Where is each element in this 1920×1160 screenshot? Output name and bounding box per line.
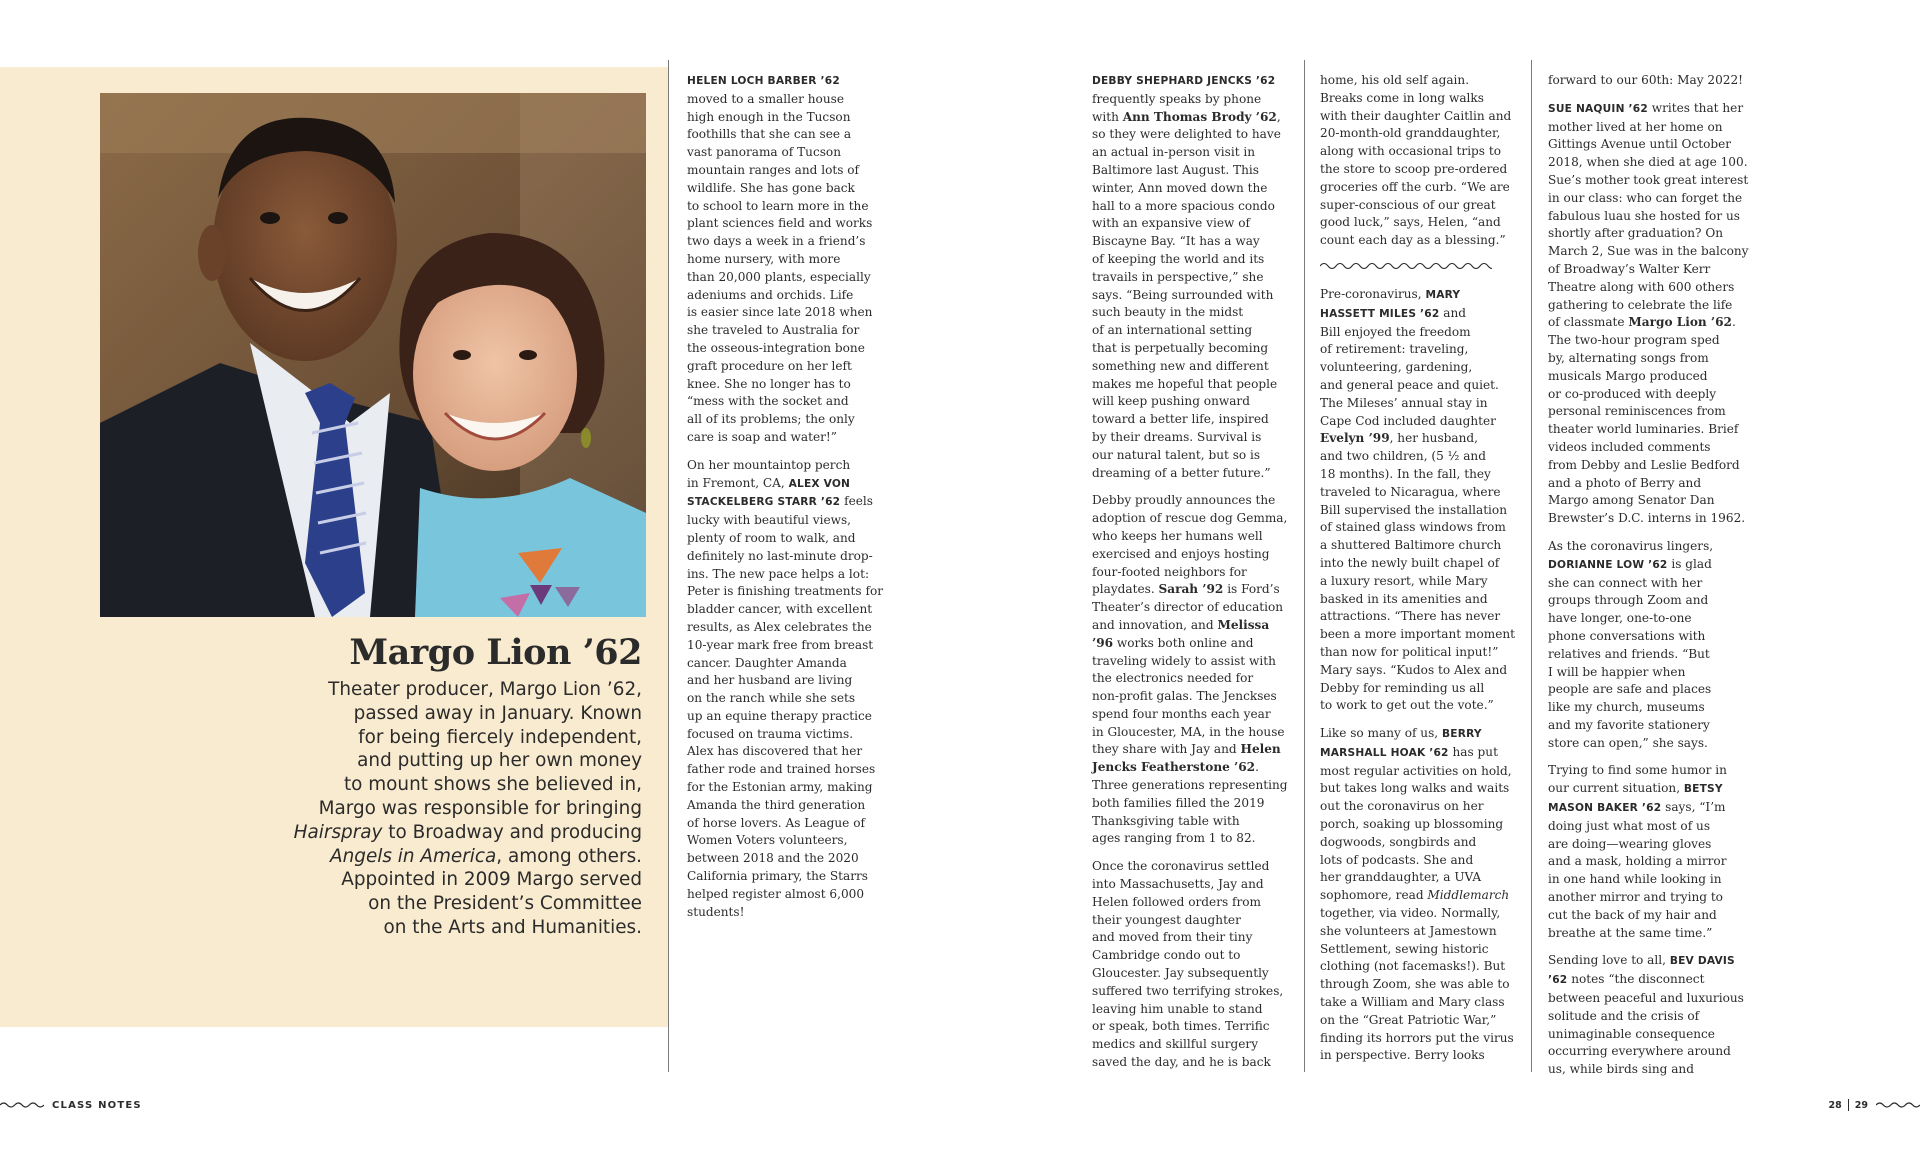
note-line: dreaming of a better future.”: [1092, 465, 1271, 480]
classmate-name: SUE NAQUIN ’62: [1548, 102, 1648, 115]
note-line: with Ann Thomas Brody ’62,: [1092, 109, 1281, 124]
note-line: super-conscious of our great: [1320, 197, 1496, 212]
footer-right: [1829, 1098, 1920, 1112]
note-line: basked in its amenities and: [1320, 591, 1488, 606]
note-line: plenty of room to walk, and: [687, 530, 856, 545]
caption-line: Margo was responsible for bringing: [318, 797, 642, 819]
note-line: with an expansive view of: [1092, 216, 1250, 231]
classmate-name: MARSHALL HOAK ’62: [1320, 746, 1449, 759]
note-line: dogwoods, songbirds and: [1320, 834, 1477, 849]
note-paragraph: [1092, 492, 1297, 848]
note-line: she volunteers at Jamestown: [1320, 923, 1497, 938]
notes-column-3: [1320, 72, 1525, 1075]
caption-line: to mount shows she believed in,: [343, 774, 642, 796]
note-line: she can connect with her: [1548, 575, 1703, 590]
note-line: Trying to find some humor in: [1548, 763, 1727, 778]
note-line: March 2, Sue was in the balcony: [1548, 244, 1749, 259]
note-line: DORIANNE LOW ’62 is glad: [1548, 556, 1712, 571]
note-line: of stained glass windows from: [1320, 520, 1506, 535]
note-line: through Zoom, she was able to: [1320, 977, 1510, 992]
note-line: 2018, when she died at age 100.: [1548, 155, 1748, 170]
note-line: Once the coronavirus settled: [1092, 859, 1270, 874]
note-line: gathering to celebrate the life: [1548, 297, 1733, 312]
note-line: along with occasional trips to: [1320, 144, 1501, 159]
note-line: count each day as a blessing.”: [1320, 233, 1506, 248]
note-line: who keeps her humans well: [1092, 528, 1263, 543]
note-paragraph: [1548, 72, 1753, 90]
classmate-name: MARY: [1425, 288, 1461, 301]
caption-line: Appointed in 2009 Margo served: [341, 869, 642, 891]
note-line: Gloucester. Jay subsequently: [1092, 966, 1269, 981]
note-line: volunteering, gardening,: [1320, 360, 1473, 375]
note-line: Bill enjoyed the freedom: [1320, 324, 1471, 339]
note-line: breathe at the same time.”: [1548, 925, 1713, 940]
notes-column-1: [687, 72, 887, 931]
note-line: leaving him unable to stand: [1092, 1001, 1263, 1016]
note-line: ’96 works both online and: [1092, 635, 1254, 650]
note-line: so they were delighted to have: [1092, 127, 1281, 142]
alum-name: Jencks Featherstone ’62: [1092, 760, 1256, 775]
note-line: in Fremont, CA, ALEX VON: [687, 475, 851, 490]
note-line: travails in perspective,” she: [1092, 269, 1264, 284]
note-line: theater world luminaries. Brief: [1548, 422, 1739, 437]
note-line: students!: [687, 904, 745, 919]
note-line: and a photo of Berry and: [1548, 475, 1702, 490]
note-line: graft procedure on her left: [687, 358, 852, 373]
note-line: in perspective. Berry looks: [1320, 1048, 1485, 1063]
note-line: toward a better life, inspired: [1092, 412, 1269, 427]
note-line: and two children, (5 ½ and: [1320, 449, 1486, 464]
note-paragraph: [1320, 72, 1525, 250]
note-line: for the Estonian army, making: [687, 780, 873, 795]
note-line: 18 months). In the fall, they: [1320, 466, 1491, 481]
note-line: Alex has discovered that her: [687, 744, 863, 759]
note-paragraph: [1548, 762, 1753, 942]
note-line: As the coronavirus lingers,: [1548, 538, 1714, 553]
note-line: says. “Being surrounded with: [1092, 287, 1274, 302]
note-line: they share with Jay and Helen: [1092, 742, 1281, 757]
note-line: Biscayne Bay. “It has a way: [1092, 234, 1260, 249]
note-line: vast panorama of Tucson: [687, 145, 841, 160]
note-line: have longer, one-to-one: [1548, 611, 1692, 626]
note-line: occurring everywhere around: [1548, 1044, 1731, 1059]
note-line: traveled to Nicaragua, where: [1320, 484, 1501, 499]
classmate-name: BEV DAVIS: [1669, 955, 1735, 968]
note-line: Cape Cod included daughter: [1320, 413, 1496, 428]
note-line: Like so many of us, BERRY: [1320, 726, 1482, 741]
note-line: [687, 72, 887, 91]
note-line: lucky with beautiful views,: [687, 513, 852, 528]
alum-name: Sarah ’92: [1158, 582, 1224, 597]
caption-line: Theater producer, Margo Lion ’62,: [328, 679, 642, 700]
note-line: and general peace and quiet.: [1320, 377, 1499, 392]
note-line: Thanksgiving table with: [1092, 813, 1240, 828]
note-line: home, his old self again.: [1320, 73, 1470, 87]
note-line: Mary says. “Kudos to Alex and: [1320, 662, 1508, 677]
note-line: results, as Alex celebrates the: [687, 619, 872, 634]
caption-line: on the Arts and Humanities.: [383, 916, 642, 938]
note-line: Debby for reminding us all: [1320, 680, 1485, 695]
note-line: lots of podcasts. She and: [1320, 852, 1474, 867]
note-line: [1092, 72, 1297, 91]
note-line: and her husband are living: [687, 673, 853, 688]
note-line: traveling widely to assist with: [1092, 653, 1276, 668]
note-line: exercised and enjoys hosting: [1092, 546, 1270, 561]
note-line: with their daughter Caitlin and: [1320, 108, 1512, 123]
note-line: medics and skillful surgery: [1092, 1037, 1259, 1052]
note-line: fabulous luau she hosted for us: [1548, 208, 1740, 223]
note-line: on the “Great Patriotic War,”: [1320, 1012, 1497, 1027]
note-line: on the ranch while she sets: [687, 691, 856, 706]
note-line: relatives and friends. “But: [1548, 646, 1710, 661]
feature-caption: [270, 678, 642, 940]
note-line: California primary, the Starrs: [687, 869, 868, 884]
caption-line: and putting up her own money: [357, 750, 642, 772]
note-line: high enough in the Tucson: [687, 109, 851, 124]
note-line: Pre-coronavirus, MARY: [1320, 286, 1461, 301]
note-line: MARSHALL HOAK ’62 has put: [1320, 744, 1498, 759]
note-line: together, via video. Normally,: [1320, 906, 1501, 921]
note-line: another mirror and trying to: [1548, 890, 1723, 905]
note-line: clothing (not facemasks!). But: [1320, 959, 1506, 974]
note-line: The two-hour program sped: [1548, 333, 1720, 348]
note-line: the electronics needed for: [1092, 671, 1254, 686]
note-line: Three generations representing: [1092, 778, 1288, 793]
note-line: Brewster’s D.C. interns in 1962.: [1548, 511, 1746, 526]
note-line: saved the day, and he is back: [1092, 1055, 1271, 1070]
note-line: by, alternating songs from: [1548, 350, 1709, 365]
note-line: porch, soaking up blossoming: [1320, 817, 1504, 832]
note-line: most regular activities on hold,: [1320, 763, 1512, 778]
page-number-right: 29: [1854, 1099, 1868, 1111]
wave-ornament-icon: [1876, 1101, 1920, 1109]
note-line: care is soap and water!”: [687, 429, 837, 444]
note-line: home nursery, with more: [687, 251, 841, 266]
note-line: of classmate Margo Lion ’62.: [1548, 315, 1736, 330]
note-line: Peter is finishing treatments for: [687, 584, 884, 599]
note-line: Jencks Featherstone ’62.: [1092, 760, 1259, 775]
alum-name: Ann Thomas Brody ’62: [1122, 109, 1277, 124]
note-line: or co-produced with deeply: [1548, 386, 1717, 401]
note-line: The Mileses’ annual stay in: [1320, 395, 1488, 410]
note-line: non-profit galas. The Jenckses: [1092, 689, 1277, 704]
caption-line: passed away in January. Known: [353, 702, 642, 724]
note-line: phone conversations with: [1548, 628, 1706, 643]
note-line: Evelyn ’99, her husband,: [1320, 431, 1478, 446]
note-line: both families filled the 2019: [1092, 795, 1265, 810]
note-line: Bill supervised the installation: [1320, 502, 1507, 517]
note-line: groceries off the curb. “We are: [1320, 179, 1510, 194]
note-line: are doing—wearing gloves: [1548, 836, 1712, 851]
note-line: store can open,” she says.: [1548, 735, 1708, 750]
note-line: an actual in-person visit in: [1092, 145, 1256, 160]
note-line: mother lived at her home on: [1548, 119, 1723, 134]
note-line: between 2018 and the 2020: [687, 851, 859, 866]
note-paragraph: [1320, 286, 1525, 715]
note-line: ’62 notes “the disconnect: [1548, 972, 1705, 987]
note-line: the osseous-integration bone: [687, 340, 865, 355]
classmate-name: MASON BAKER ’62: [1548, 802, 1662, 815]
classmate-name: BERRY: [1442, 728, 1482, 741]
note-line: two days a week in a friend’s: [687, 234, 866, 249]
note-paragraph: [1320, 725, 1525, 1065]
column-rule: [1531, 60, 1532, 1072]
note-line: she traveled to Australia for: [687, 323, 860, 338]
note-line: Theater’s director of education: [1092, 600, 1284, 615]
note-line: unimaginable consequence: [1548, 1026, 1715, 1041]
note-line: Baltimore last August. This: [1092, 162, 1259, 177]
section-label: CLASS NOTES: [52, 1099, 142, 1111]
note-line: Gittings Avenue until October: [1548, 137, 1732, 152]
note-line: Women Voters volunteers,: [687, 833, 848, 848]
note-line: adoption of rescue dog Gemma,: [1092, 511, 1288, 526]
note-line: mountain ranges and lots of: [687, 162, 860, 177]
note-line: hall to a more spacious condo: [1092, 198, 1275, 213]
note-line: of Broadway’s Walter Kerr: [1548, 261, 1711, 276]
note-line: Debby proudly announces the: [1092, 493, 1276, 508]
note-line: in Gloucester, MA, in the house: [1092, 724, 1285, 739]
note-paragraph: [687, 72, 887, 447]
note-line: and a mask, holding a mirror: [1548, 854, 1727, 869]
note-line: something new and different: [1092, 358, 1269, 373]
note-paragraph: [1548, 100, 1753, 528]
note-line: of retirement: traveling,: [1320, 342, 1469, 357]
alum-name: Melissa: [1217, 617, 1270, 632]
classmate-name: DORIANNE LOW ’62: [1548, 558, 1668, 571]
caption-line: Hairspray to Broadway and producing: [293, 821, 642, 843]
note-line: wildlife. She has gone back: [687, 180, 855, 195]
note-line: take a William and Mary class: [1320, 995, 1505, 1010]
classmate-name: STACKELBERG STARR ’62: [687, 496, 841, 509]
note-line: than now for political input!”: [1320, 644, 1499, 659]
note-line: personal reminiscences from: [1548, 404, 1726, 419]
note-line: in our class: who can forget the: [1548, 190, 1743, 205]
note-line: four-footed neighbors for: [1092, 564, 1247, 579]
note-line: but takes long walks and waits: [1320, 781, 1510, 796]
note-line: of keeping the world and its: [1092, 251, 1265, 266]
note-line: I will be happier when: [1548, 664, 1686, 679]
alum-name: ’96: [1092, 635, 1114, 650]
note-line: STACKELBERG STARR ’62 feels: [687, 494, 873, 509]
note-line: 20-month-old granddaughter,: [1320, 126, 1501, 141]
alum-name: Evelyn ’99: [1320, 431, 1390, 446]
note-line: doing just what most of us: [1548, 818, 1711, 833]
note-line: good luck,” says, Helen, “and: [1320, 215, 1501, 230]
note-line: Theatre along with 600 others: [1548, 279, 1735, 294]
note-line: frequently speaks by phone: [1092, 91, 1262, 106]
note-line: people are safe and places: [1548, 682, 1712, 697]
classmate-name: HASSETT MILES ’62: [1320, 307, 1440, 320]
note-line: helped register almost 6,000: [687, 886, 865, 901]
notes-column-2: [1092, 72, 1297, 1082]
note-line: foothills that she can see a: [687, 127, 852, 142]
note-line: ages ranging from 1 to 82.: [1092, 831, 1256, 846]
note-line: and my favorite stationery: [1548, 717, 1710, 732]
feature-photo: [100, 93, 646, 617]
note-line: than 20,000 plants, especially: [687, 269, 871, 284]
book-title: Middlemarch: [1427, 888, 1510, 903]
wave-divider-icon: [1320, 260, 1492, 272]
note-line: 10-year mark free from breast: [687, 637, 874, 652]
note-line: attractions. “There has never: [1320, 609, 1501, 624]
note-line: ins. The new pace helps a lot:: [687, 566, 870, 581]
note-line: winter, Ann moved down the: [1092, 180, 1268, 195]
note-line: Settlement, sewing historic: [1320, 941, 1489, 956]
note-line: adeniums and orchids. Life: [687, 287, 854, 302]
classmate-name: ’62: [1548, 974, 1568, 987]
note-line: SUE NAQUIN ’62 writes that her: [1548, 100, 1744, 115]
note-line: shortly after graduation? On: [1548, 226, 1724, 241]
note-paragraph: [687, 457, 887, 922]
note-line: playdates. Sarah ’92 is Ford’s: [1092, 582, 1280, 597]
note-line: such beauty in the midst: [1092, 305, 1244, 320]
page-number-left: 28: [1828, 1099, 1842, 1111]
note-line: a luxury resort, while Mary: [1320, 573, 1488, 588]
note-paragraph: [1092, 72, 1297, 482]
note-line: bladder cancer, with excellent: [687, 602, 873, 617]
note-line: father rode and trained horses: [687, 762, 876, 777]
note-line: moved to a smaller house: [687, 91, 844, 106]
note-line: finding its horrors put the virus: [1320, 1030, 1514, 1045]
note-line: into Massachusetts, Jay and: [1092, 877, 1264, 892]
note-line: HASSETT MILES ’62 and: [1320, 305, 1467, 320]
note-line: suffered two terrifying strokes,: [1092, 983, 1284, 998]
note-line: and moved from their tiny: [1092, 930, 1253, 945]
column-rule: [1304, 60, 1305, 1072]
note-line: their youngest daughter: [1092, 912, 1241, 927]
caption-line: for being fiercely independent,: [358, 726, 642, 748]
note-line: “mess with the socket and: [687, 394, 849, 409]
note-line: makes me hopeful that people: [1092, 376, 1278, 391]
wave-ornament-icon: [0, 1101, 44, 1109]
note-line: by their dreams. Survival is: [1092, 429, 1262, 444]
note-line: between peaceful and luxurious: [1548, 991, 1744, 1006]
classmate-name: BETSY: [1683, 783, 1723, 796]
note-line: Margo among Senator Dan: [1548, 493, 1715, 508]
note-line: all of its problems; the only: [687, 412, 855, 427]
column-rule: [668, 60, 669, 1072]
note-line: our current situation, BETSY: [1548, 781, 1723, 796]
note-line: a shuttered Baltimore church: [1320, 538, 1502, 553]
note-line: will keep pushing onward: [1092, 394, 1250, 409]
note-line: groups through Zoom and: [1548, 593, 1709, 608]
note-line: definitely no last-minute drop-: [687, 548, 873, 563]
note-paragraph: [1092, 858, 1297, 1072]
note-line: up an equine therapy practice: [687, 708, 872, 723]
page-number-divider: [1848, 1099, 1849, 1111]
note-line: spend four months each year: [1092, 706, 1271, 721]
note-line: Sending love to all, BEV DAVIS: [1548, 953, 1735, 968]
note-line: Amanda the third generation: [687, 797, 866, 812]
note-paragraph: [1548, 538, 1753, 753]
notes-column-4: [1548, 72, 1753, 1089]
note-line: from Debby and Leslie Bedford: [1548, 457, 1740, 472]
footer-left: [0, 1098, 142, 1112]
note-line: that is perpetually becoming: [1092, 340, 1269, 355]
note-line: her granddaughter, a UVA: [1320, 870, 1482, 885]
note-line: sophomore, read Middlemarch: [1320, 888, 1510, 903]
note-line: is easier since late 2018 when: [687, 305, 873, 320]
note-line: forward to our 60th: May 2022!: [1548, 73, 1744, 87]
note-line: videos included comments: [1548, 439, 1711, 454]
note-line: Breaks come in long walks: [1320, 90, 1484, 105]
note-line: our natural talent, but so is: [1092, 447, 1261, 462]
note-line: in one hand while looking in: [1548, 872, 1722, 887]
note-line: On her mountaintop perch: [687, 457, 851, 472]
note-line: Cambridge condo out to: [1092, 948, 1241, 963]
alum-name: Margo Lion ’62: [1628, 315, 1732, 330]
note-line: to work to get out the vote.”: [1320, 698, 1494, 713]
note-line: out the coronavirus on her: [1320, 799, 1484, 814]
note-line: the store to scoop pre-ordered: [1320, 161, 1508, 176]
alum-name: Helen: [1240, 742, 1281, 757]
note-paragraph: [1548, 952, 1753, 1079]
note-line: of an international setting: [1092, 323, 1253, 338]
note-line: Sue’s mother took great interest: [1548, 172, 1749, 187]
note-line: cut the back of my hair and: [1548, 907, 1717, 922]
note-line: us, while birds sing and: [1548, 1062, 1694, 1077]
feature-title: Margo Lion ’62: [349, 632, 642, 673]
note-line: of horse lovers. As League of: [687, 815, 865, 830]
note-line: solitude and the crisis of: [1548, 1008, 1700, 1023]
note-line: Helen followed orders from: [1092, 894, 1262, 909]
note-line: like my church, museums: [1548, 700, 1705, 715]
note-line: been a more important moment: [1320, 627, 1515, 642]
note-line: focused on trauma victims.: [687, 726, 854, 741]
caption-line: on the President’s Committee: [368, 893, 642, 915]
note-line: to school to learn more in the: [687, 198, 869, 213]
classmate-name: DEBBY SHEPHARD JENCKS ’62: [1092, 75, 1276, 87]
note-line: plant sciences field and works: [687, 216, 873, 231]
note-line: MASON BAKER ’62 says, “I’m: [1548, 800, 1726, 815]
note-line: knee. She no longer has to: [687, 376, 851, 391]
note-line: musicals Margo produced: [1548, 368, 1708, 383]
note-line: cancer. Daughter Amanda: [687, 655, 847, 670]
classmate-name: ALEX VON: [788, 477, 851, 490]
classmate-name: HELEN LOCH BARBER ’62: [687, 75, 840, 87]
note-line: or speak, both times. Terrific: [1092, 1019, 1270, 1034]
note-line: into the newly built chapel of: [1320, 555, 1500, 570]
caption-line: Angels in America, among others.: [330, 845, 642, 867]
note-line: and innovation, and Melissa: [1092, 617, 1270, 632]
